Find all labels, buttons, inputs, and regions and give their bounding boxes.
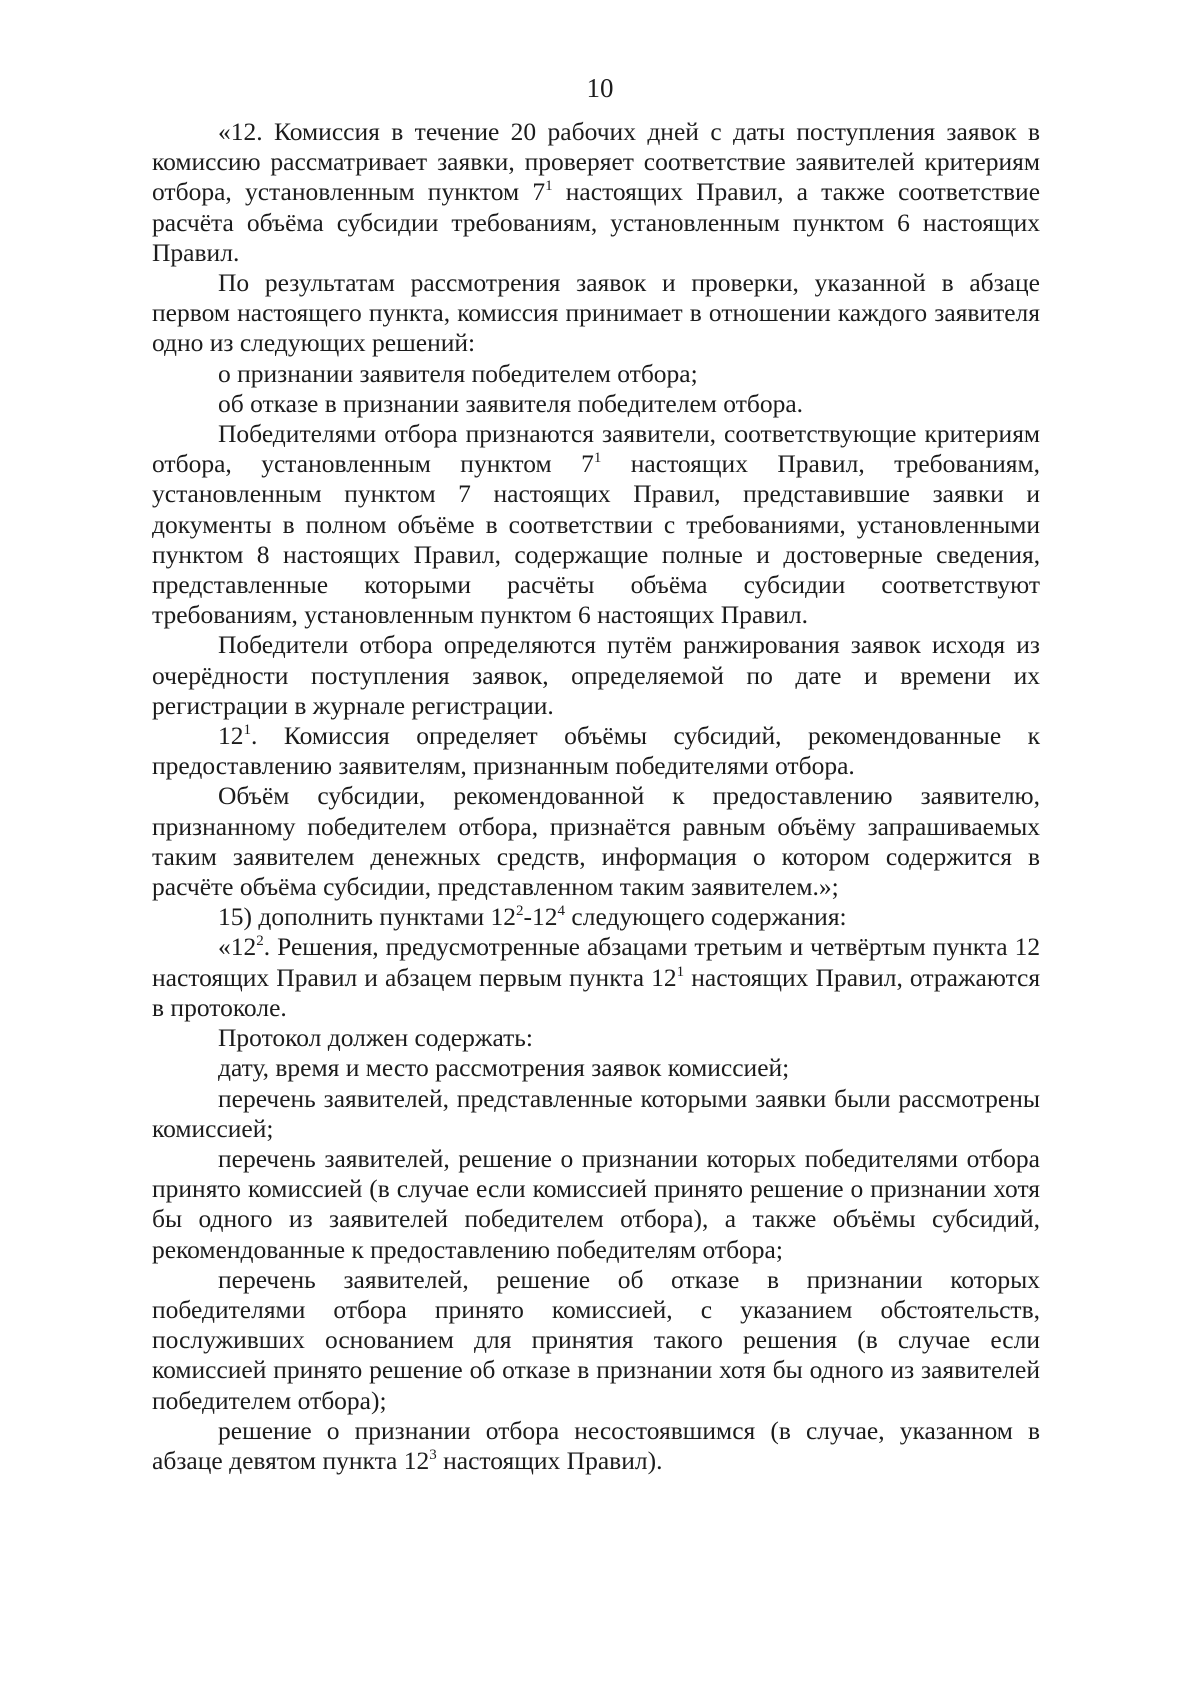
superscript-index: 2 xyxy=(256,933,264,950)
paragraph-decision-winner: о признании заявителя победителем отбора; xyxy=(218,358,698,388)
paragraph-subsidy-volume: Объём субсидии, рекомендованной к предоставлению заявителю, признанному победителем отбора, признаётся равным объёму запрашиваемых таким заявителем денежных средств, информация о котором содержится в расчёте объёма субсидии, представленном таким заявителем.»; xyxy=(152,781,1040,902)
superscript-index: 2 xyxy=(516,903,524,920)
superscript-index: 1 xyxy=(593,450,602,467)
paragraph-review-results: По результатам рассмотрения заявок и проверки, указанной в абзаце первом настоящего пункта, комиссия принимает в отношении каждого заявителя одно из следующих решений: xyxy=(152,268,1040,358)
page-number: 10 xyxy=(586,73,614,103)
paragraph-item-12-2: «$12^2$. Решения, предусмотренные абзацами третьим и четвёртым пункта 12 настоящих Правил и абзацем первым пункта $12^1$ настоящих Правил, отражаются в протоколе. xyxy=(152,932,1041,1022)
paragraph-protocol-applicants: перечень заявителей, представленные которыми заявки были рассмотрены комиссией; xyxy=(152,1083,1040,1143)
paragraph-winners-ranking: Победители отбора определяются путём ранжирования заявок исходя из очерёдности поступления заявок, определяемой по дате и времени их регистрации в журнале регистрации. xyxy=(152,630,1040,720)
superscript-index: 4 xyxy=(557,903,565,920)
document-body xyxy=(152,117,1040,1476)
paragraph-protocol-contents: Протокол должен содержать: xyxy=(218,1023,533,1053)
paragraph-item-15: 15) дополнить пунктами $12^2-12^4$ следующего содержания: xyxy=(218,902,847,932)
paragraph-item-12: «12. Комиссия в течение 20 рабочих дней с даты поступления заявок в комиссию рассматривает заявки, проверяет соответствие заявителей критериям отбора, установленным пунктом $7^1$ настоящих Правил, а также соответствие расчёта объёма субсидии требованиям, установленным пунктом 6 настоящих Правил. xyxy=(152,117,1041,267)
paragraph-item-12-1: $12^1$. Комиссия определяет объёмы субсидий, рекомендованные к предоставлению заявителям, признанным победителями отбора. xyxy=(152,721,1041,781)
superscript-index: 3 xyxy=(429,1446,437,1463)
superscript-index: 1 xyxy=(243,722,251,739)
paragraph-protocol-winners: перечень заявителей, решение о признании которых победителями отбора принято комиссией (в случае если комиссией принято решение о признании хотя бы одного из заявителей победителем отбора), а также объёмы субсидий, рекомендованные к предоставлению победителям отбора; xyxy=(152,1143,1040,1264)
paragraph-decision-refusal: об отказе в признании заявителя победителем отбора. xyxy=(218,388,804,418)
superscript-index: 1 xyxy=(676,963,685,980)
paragraph-protocol-date: дату, время и место рассмотрения заявок комиссией; xyxy=(218,1053,790,1083)
paragraph-protocol-refusals: перечень заявителей, решение об отказе в признании которых победителями отбора принято комиссией, с указанием обстоятельств, послуживших основанием для принятия такого решения (в случае если комиссией принято решение об отказе в признании хотя бы одного из заявителей победителем отбора); xyxy=(152,1264,1040,1415)
paragraph-winners-criteria: Победителями отбора признаются заявители, соответствующие критериям отбора, установленным пунктом $7^1$ настоящих Правил, требованиям, установленным пунктом 7 настоящих Правил, представившие заявки и документы в полном объёме в соответствии с требованиями, установленными пунктом 8 настоящих Правил, содержащие полные и достоверные сведения, представленные которыми расчёты объёма субсидии соответствуют требованиям, установленным пунктом 6 настоящих Правил. xyxy=(152,419,1041,630)
superscript-index: 1 xyxy=(545,178,553,195)
paragraph-protocol-failed-selection: решение о признании отбора несостоявшимся (в случае, указанном в абзаце девятом пункта $12^3$ настоящих Правил). xyxy=(152,1415,1041,1475)
